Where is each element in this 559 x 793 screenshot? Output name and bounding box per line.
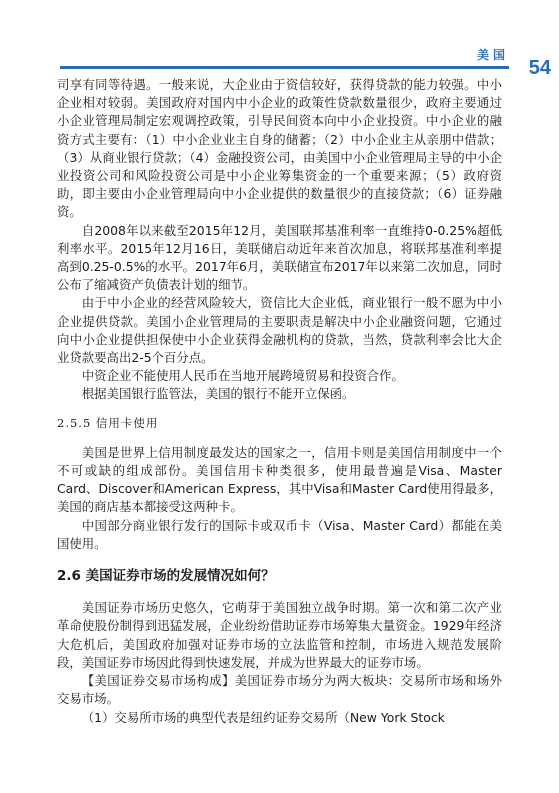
- page-header: [0, 0, 559, 80]
- subsection-title-credit-cards: 2.5.5 信用卡使用: [57, 415, 159, 430]
- section-title-securities-market: 2.6 美国证券市场的发展情况如何？: [57, 568, 275, 585]
- paragraph-interest-rates: 自2008年以来截至2015年12月，美国联邦基准利率一直维持0-0.25%超低利率水平。2015年12月16日，美联储启动近年来首次加息，将联邦基准利率提高到0.25-0.5%的水平。2017年6月，美联储宣布2017年以来第二次加息，同时公布了缩减资产负债表计划的细节。: [57, 222, 502, 293]
- paragraph-market-structure: 【美国证券交易市场构成】美国证券市场分为两大板块：交易所市场和场外交易市场。: [57, 673, 502, 707]
- paragraph-securities-history: 美国证券市场历史悠久，它萌芽于美国独立战争时期。第一次和第二次产业革命使股份制得到迅猛发展，企业纷纷借助证券市场筹集大量资金。1929年经济大危机后，美国政府加强对证券市场的立法监管和控制，市场进入规范发展阶段，美国证券市场因此得到快速发展，并成为世界最大的证券市场。: [57, 600, 502, 670]
- paragraph-exchange-market: （1）交易所市场的典型代表是纽约证券交易所（New York Stock: [81, 709, 445, 725]
- paragraph-credit-card-system: 美国是世界上信用制度最发达的国家之一，信用卡则是美国信用制度中一个不可或缺的组成部份。美国信用卡种类很多，使用最普遍是Visa、Master Card、Discover和American Express，其中Visa和Master Card使用得最多，美国的商店基本都接受这两种卡。: [57, 444, 502, 515]
- page-number: 54: [528, 57, 551, 79]
- header-country-label: 美国: [476, 48, 509, 62]
- paragraph-bank-guarantee: 根据美国银行监管法，美国的银行不能开立保函。: [81, 386, 355, 402]
- page-body: [57, 76, 502, 727]
- paragraph-sme-loans: 由于中小企业的经营风险较大，资信比大企业低，商业银行一般不愿为中小企业提供贷款。美国小企业管理局的主要职责是解决中小企业融资问题，它通过向中小企业提供担保使中小企业获得金融机构的贷款，当然，贷款利率会比大企业贷款要高出2-5个百分点。: [57, 295, 502, 366]
- paragraph-chinese-cards: 中国部分商业银行发行的国际卡或双币卡（Visa、Master Card）都能在美国使用。: [57, 517, 502, 551]
- paragraph-rmb-usage: 中资企业不能使用人民币在当地开展跨境贸易和投资合作。: [81, 368, 404, 384]
- header-rule: [60, 66, 509, 69]
- paragraph-sme-financing: 司享有同等待遇。一般来说，大企业由于资信较好，获得贷款的能力较强。中小企业相对较弱。美国政府对国内中小企业的政策性贷款数量很少，政府主要通过小企业管理局制定宏观调控政策，引导民间资本向中小企业投资。中小企业的融资方式主要有：（1）中小企业业主自身的储蓄；（2）中小企业主从亲朋中借款；（3）从商业银行贷款；（4）金融投资公司，由美国中小企业管理局主导的中小企业投资公司和风险投资公司是中小企业筹集资金的一个重要来源；（5）政府资助，即主要由小企业管理局向中小企业提供的数量很少的直接贷款；（6）证券融资。: [57, 77, 502, 220]
